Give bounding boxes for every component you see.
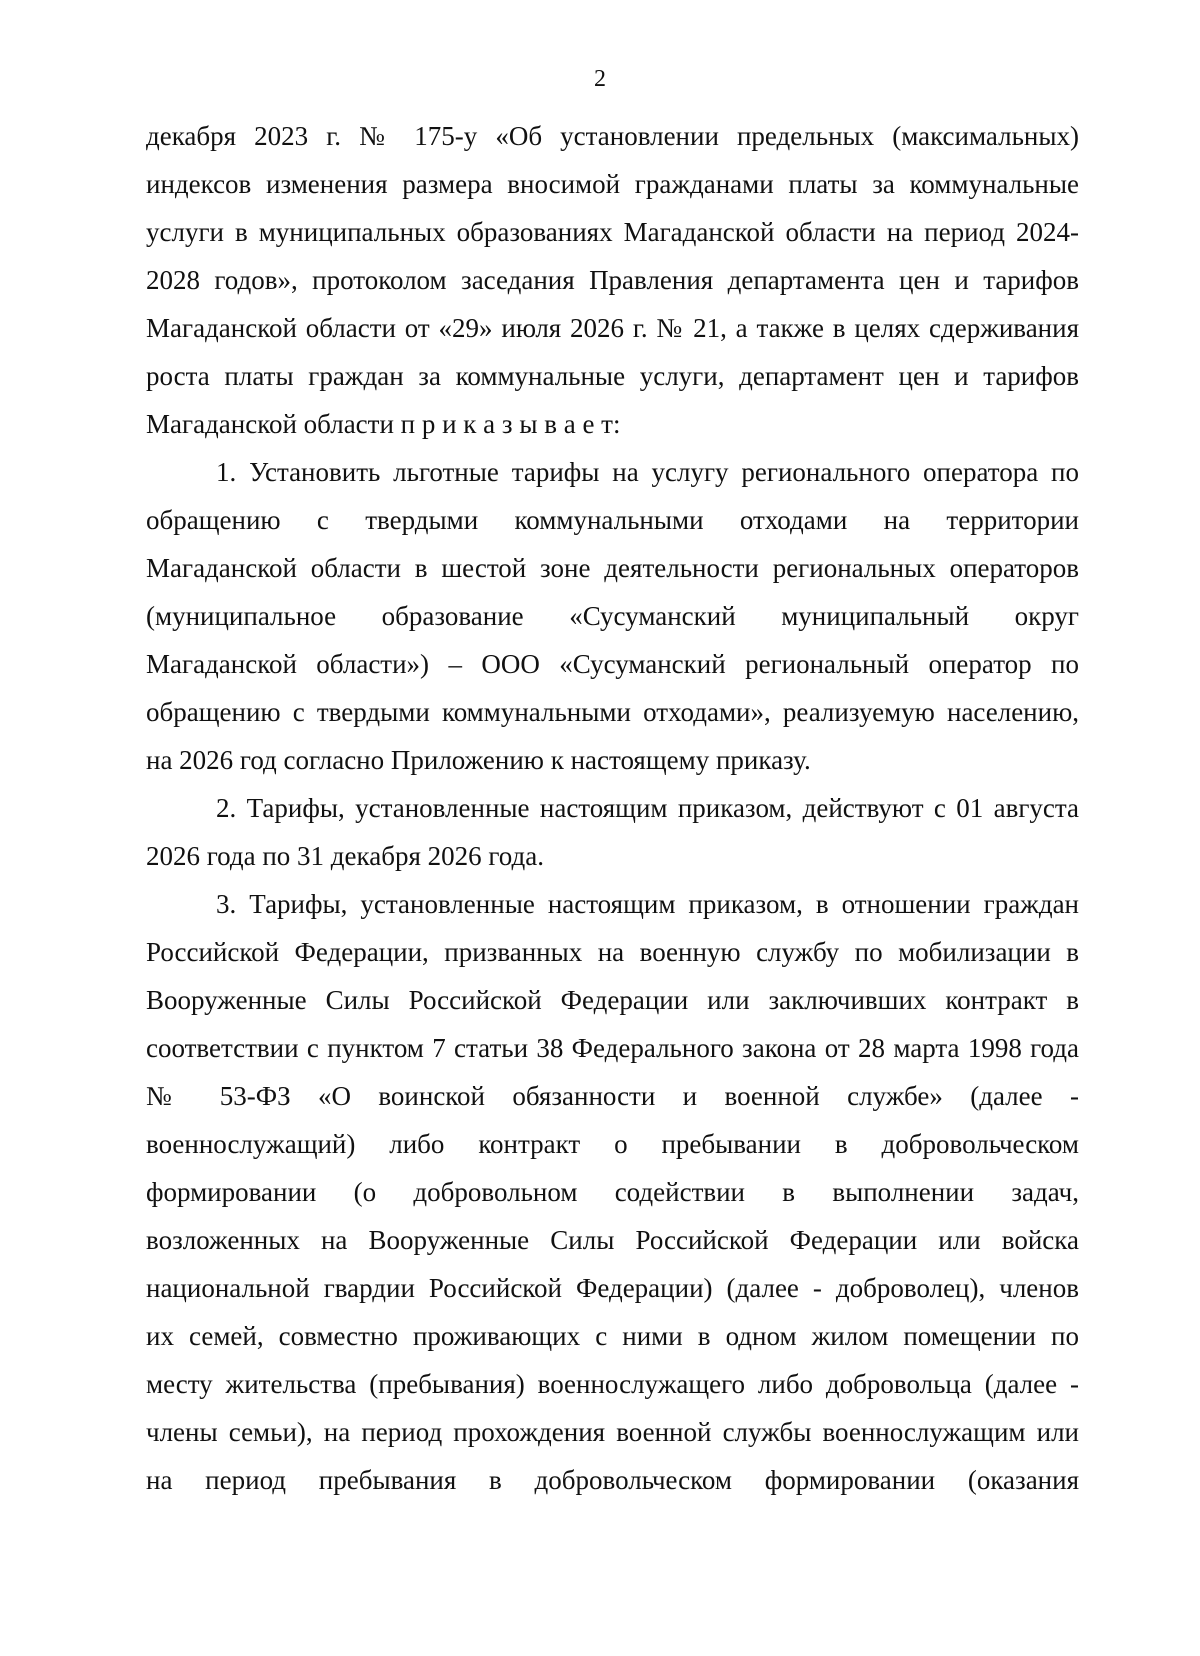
text-line: 2. Тарифы, установленные настоящим приказом, действуют с 01 августа — [216, 793, 1079, 823]
text-line: (муниципальное образование «Сусуманский муниципальный округ — [146, 601, 1079, 631]
text-line: на 2026 год согласно Приложению к настоящему приказу. — [146, 745, 811, 775]
text-line: Магаданской области») – ООО «Сусуманский региональный оператор по — [146, 649, 1079, 679]
text-line: 2028 годов», протоколом заседания Правления департамента цен и тарифов — [146, 265, 1079, 295]
document-body — [146, 112, 1079, 1504]
text-line: Магаданской области п р и к а з ы в а е т: — [146, 409, 621, 439]
text-line: их семей, совместно проживающих с ними в одном жилом помещении по — [146, 1321, 1079, 1351]
text-line: возложенных на Вооруженные Силы Российской Федерации или войска — [146, 1225, 1079, 1255]
text-line: национальной гвардии Российской Федерации) (далее - доброволец), членов — [146, 1273, 1079, 1303]
text-line: месту жительства (пребывания) военнослужащего либо добровольца (далее - — [146, 1369, 1079, 1399]
text-line: № 53-ФЗ «О воинской обязанности и военной службе» (далее - — [146, 1081, 1079, 1111]
text-line: Вооруженные Силы Российской Федерации или заключивших контракт в — [146, 985, 1079, 1015]
text-line: 1. Установить льготные тарифы на услугу регионального оператора по — [216, 457, 1079, 487]
page-number: 2 — [594, 66, 606, 92]
text-line: обращению с твердыми коммунальными отходами на территории — [146, 505, 1079, 535]
text-line: обращению с твердыми коммунальными отходами», реализуемую населению, — [146, 697, 1079, 727]
text-line: на период пребывания в добровольческом формировании (оказания — [146, 1465, 1079, 1495]
text-line: 3. Тарифы, установленные настоящим приказом, в отношении граждан — [216, 889, 1079, 919]
text-line: соответствии с пунктом 7 статьи 38 Федерального закона от 28 марта 1998 года — [146, 1033, 1079, 1063]
text-line: 2026 года по 31 декабря 2026 года. — [146, 841, 544, 871]
text-line: декабря 2023 г. № 175-у «Об установлении предельных (максимальных) — [146, 121, 1079, 151]
text-line: Магаданской области от «29» июля 2026 г. № 21, а также в целях сдерживания — [146, 313, 1079, 343]
text-line: индексов изменения размера вносимой гражданами платы за коммунальные — [146, 169, 1079, 199]
text-line: формировании (о добровольном содействии в выполнении задач, — [146, 1177, 1079, 1207]
text-line: члены семьи), на период прохождения военной службы военнослужащим или — [146, 1417, 1079, 1447]
text-line: услуги в муниципальных образованиях Магаданской области на период 2024- — [146, 217, 1079, 247]
text-line: Магаданской области в шестой зоне деятельности региональных операторов — [146, 553, 1079, 583]
text-line: военнослужащий) либо контракт о пребывании в добровольческом — [146, 1129, 1079, 1159]
text-line: Российской Федерации, призванных на военную службу по мобилизации в — [146, 937, 1079, 967]
text-line: роста платы граждан за коммунальные услуги, департамент цен и тарифов — [146, 361, 1079, 391]
